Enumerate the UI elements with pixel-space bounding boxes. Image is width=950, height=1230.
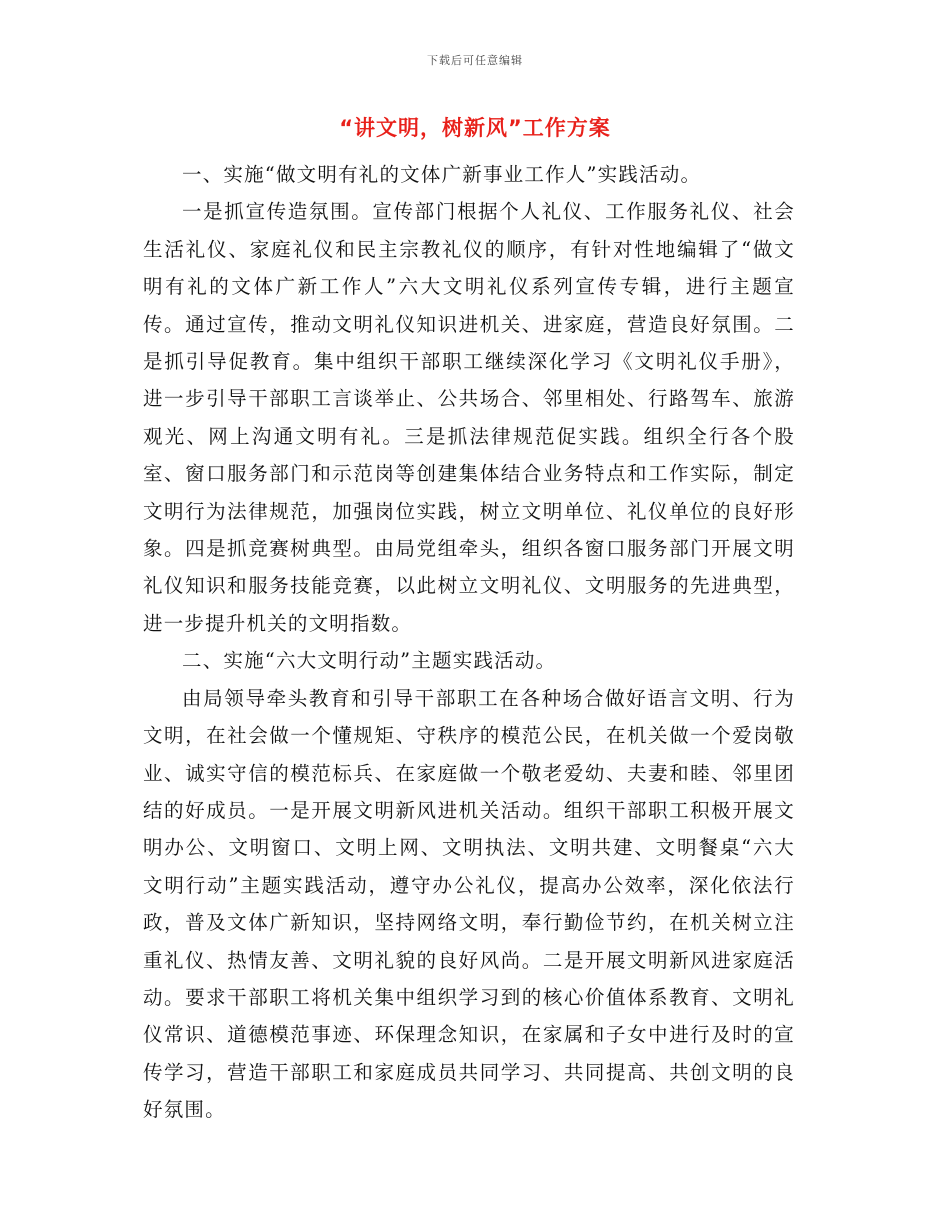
page-header-note: 下载后可任意编辑 bbox=[427, 54, 523, 67]
body-paragraph-1: 一是抓宣传造氛围。宣传部门根据个人礼仪、工作服务礼仪、社会生活礼仪、家庭礼仪和民主宗教礼仪的顺序，有针对性地编辑了“做文明有礼的文体广新工作人”六大文明礼仪系列宣传专辑，进行主题宣传。通过宣传，推动文明礼仪知识进机关、进家庭，营造良好氛围。二是抓引导促教育。集中组织干部职工继续深化学习《文明礼仪手册》，进一步引导干部职工言谈举止、公共场合、邻里相处、行路驾车、旅游观光、网上沟通文明有礼。三是抓法律规范促实践。组织全行各个股室、窗口服务部门和示范岗等创建集体结合业务特点和工作实际，制定文明行为法律规范，加强岗位实践，树立文明单位、礼仪单位的良好形象。四是抓竞赛树典型。由局党组牵头，组织各窗口服务部门开展文明礼仪知识和服务技能竞赛，以此树立文明礼仪、文明服务的先进典型，进一步提升机关的文明指数。 bbox=[143, 200, 795, 635]
document-title: “讲文明，树新风”工作方案 bbox=[339, 116, 611, 140]
body-paragraph-2: 由局领导牵头教育和引导干部职工在各种场合做好语言文明、行为文明，在社会做一个懂规矩、守秩序的模范公民，在机关做一个爱岗敬业、诚实守信的模范标兵、在家庭做一个敬老爱幼、夫妻和睦、邻里团结的好成员。一是开展文明新风进机关活动。组织干部职工积极开展文明办公、文明窗口、文明上网、文明执法、文明共建、文明餐桌“六大文明行动”主题实践活动，遵守办公礼仪，提高办公效率，深化依法行政，普及文体广新知识，坚持网络文明，奉行勤俭节约，在机关树立注重礼仪、热情友善、文明礼貌的良好风尚。二是开展文明新风进家庭活动。要求干部职工将机关集中组织学习到的核心价值体系教育、文明礼仪常识、道德模范事迹、环保理念知识，在家属和子女中进行及时的宣传学习，营造干部职工和家庭成员共同学习、共同提高、共创文明的良好氛围。 bbox=[143, 686, 795, 1122]
document-body bbox=[143, 156, 795, 1129]
section-heading-1: 一、实施“做文明有礼的文体广新事业工作人”实践活动。 bbox=[182, 163, 702, 186]
section-heading-2: 二、实施“六大文明行动”主题实践活动。 bbox=[182, 649, 557, 673]
